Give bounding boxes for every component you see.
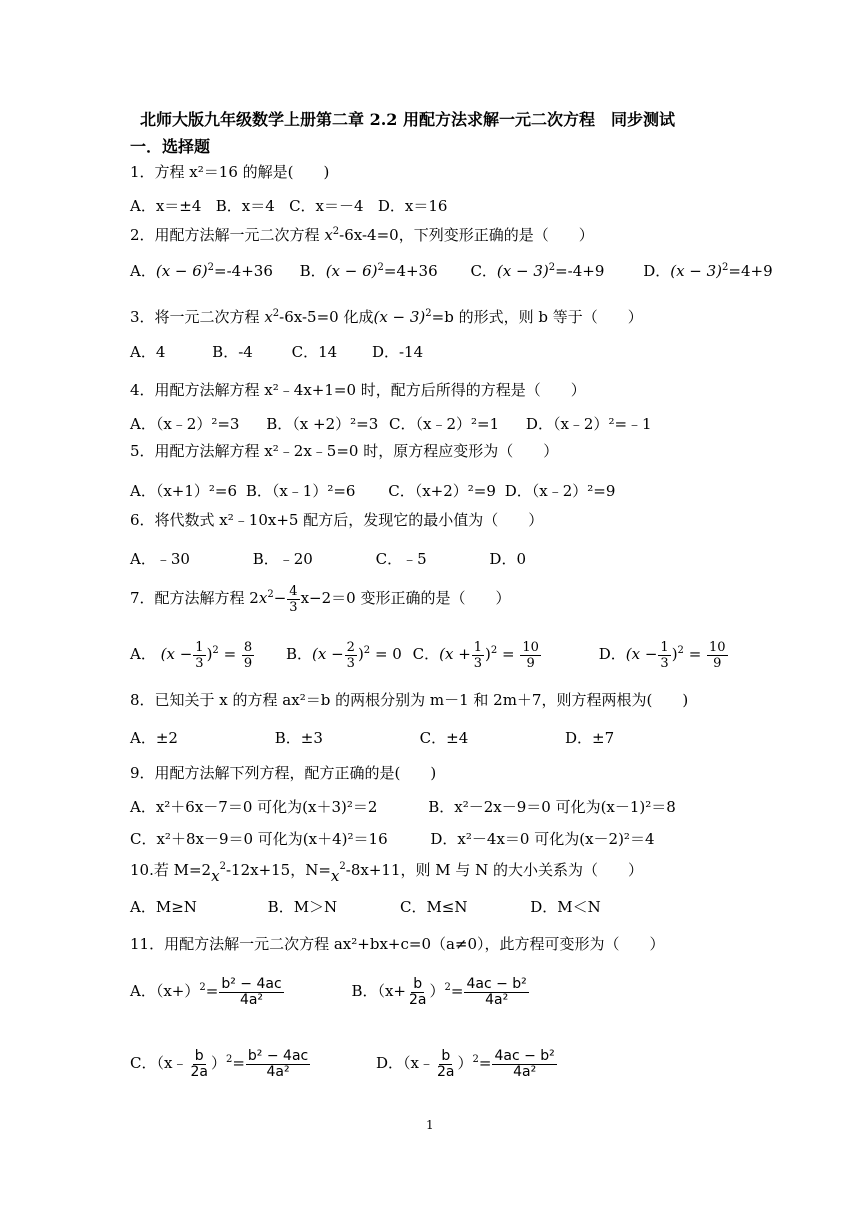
q2-variable: x — [324, 226, 333, 244]
question-4-stem: 4．用配方法解方程 x²﹣4x+1=0 时，配方后所得的方程是（ ） — [130, 381, 586, 399]
question-1-stem: 1．方程 x²＝16 的解是( ) — [130, 163, 330, 181]
q9-option-a: A．x²＋6x－7＝0 可化为(x＋3)²＝2 — [130, 798, 378, 816]
q10-option-d: D．M＜N — [530, 898, 601, 916]
question-7-options — [130, 634, 729, 674]
q6-option-c: C．﹣5 — [375, 550, 427, 568]
q11-option-c: C．（x﹣ $\frac{b}{2a}$ ）$^2$= $\frac{\text{b² − 4ac}}{\text{4a²}}$ — [130, 1047, 309, 1080]
question-8-options — [130, 728, 614, 748]
q7-fraction: $\frac{4}{3}$ — [289, 583, 298, 615]
question-11-options-ab — [130, 968, 530, 1014]
q2-stem-text-2: -6x-4=0，下列变形正确的是（ ） — [339, 226, 594, 244]
q5-option-a: A．（x+1）²=6 — [130, 482, 238, 500]
q7-option-a: A． (x − $\frac{1}{3}$ )$^2$ = $\frac{8}{9}$ — [130, 639, 253, 671]
q5-option-d: D．（x﹣2）²=9 — [504, 482, 616, 500]
question-5-options — [130, 481, 615, 501]
q9-option-d: D．x²－4x＝0 可化为(x－2)²＝4 — [430, 830, 655, 848]
question-2-options — [130, 261, 773, 281]
q4-option-a: A．（x﹣2）²=3 — [130, 415, 240, 433]
page-number: 1 — [426, 1118, 434, 1132]
q8-option-c: C．±4 — [419, 729, 469, 747]
q1-option-a: A．x＝±4 — [130, 197, 202, 215]
question-2-stem: 2．用配方法解一元二次方程 $x^2-6x-4=0$，下列变形正确的是（ ） — [130, 226, 594, 244]
q10-option-a: A．M≥N — [130, 898, 197, 916]
q8-option-a: A．±2 — [130, 729, 178, 747]
q7-option-c: C．(x + $\frac{1}{3}$ )$^2$ = $\frac{10}{9}$ — [412, 639, 539, 671]
q8-option-d: D．±7 — [565, 729, 615, 747]
question-5-stem: 5．用配方法解方程 x²﹣2x﹣5=0 时，原方程应变形为（ ） — [130, 442, 559, 460]
q2-stem-text: 2．用配方法解一元二次方程 — [130, 226, 325, 244]
q5-option-b: B．（x﹣1）²=6 — [245, 482, 356, 500]
question-6-options — [130, 549, 526, 569]
q7-option-d: D．(x − $\frac{1}{3}$ )$^2$ = $\frac{10}{9}$ — [598, 639, 726, 671]
q1-option-b: B．x＝4 — [215, 197, 275, 215]
question-3-stem: 3．将一元二次方程 $x^2-6x-5=0$ 化成$(x - 3)^2=b$ 的形式，则 b 等于（ ） — [130, 308, 643, 326]
question-7-stem: 7．配方法解方程 $2x^2-$ $\frac{4}{3}$ x−2＝0 变形正确的是（ ） — [130, 583, 511, 615]
question-9-options-ab — [130, 797, 676, 817]
question-9-options-cd — [130, 829, 654, 849]
q3-option-c: C．14 — [291, 343, 338, 361]
question-10-options — [130, 897, 601, 917]
page-title: 北师大版九年级数学上册第二章 2.2 用配方法求解一元二次方程 同步测试 — [140, 110, 675, 129]
q8-option-b: B．±3 — [274, 729, 323, 747]
q2-option-d: D．$(x - 3)^2=4+9$ — [643, 262, 773, 280]
question-8-stem: 8．已知关于 x 的方程 ax²＝b 的两根分别为 m－1 和 2m＋7，则方程两根为( ) — [130, 691, 689, 709]
q10-option-c: C．M≤N — [399, 898, 468, 916]
q6-option-a: A．﹣30 — [130, 550, 190, 568]
question-6-stem: 6．将代数式 x²﹣10x+5 配方后，发现它的最小值为（ ） — [130, 511, 544, 529]
q3-option-d: D．-14 — [371, 343, 424, 361]
q1-option-d: D．x＝16 — [377, 197, 448, 215]
q4-option-d: D．（x﹣2）²=﹣1 — [525, 415, 652, 433]
q11-option-b: B．（x+ $\frac{b}{2a}$ ）$^2$= $\frac{\text{4ac − b²}}{\text{4a²}}$ — [351, 975, 527, 1008]
question-4-options — [130, 414, 652, 434]
question-9-stem: 9．用配方法解下列方程，配方正确的是( ) — [130, 764, 437, 782]
q2-option-c: C．$(x - 3)^2=-4+9$ — [470, 262, 605, 280]
q4-option-b: B．（x +2）²=3 — [266, 415, 379, 433]
q5-option-c: C．（x+2）²=9 — [388, 482, 496, 500]
q3-option-a: A．4 — [130, 343, 166, 361]
q11-option-d: D．（x﹣ $\frac{b}{2a}$ ）$^2$= $\frac{\text{4ac − b²}}{\text{4a²}}$ — [376, 1047, 555, 1080]
q4-option-c: C．（x﹣2）²=1 — [389, 415, 500, 433]
q3-option-b: B．-4 — [212, 343, 253, 361]
question-3-options — [130, 342, 423, 362]
q10-option-b: B．M＞N — [267, 898, 338, 916]
question-1-options — [130, 196, 447, 216]
q6-option-b: B．﹣20 — [252, 550, 313, 568]
q11-option-a: A．$(x+)^2=$ $\frac{\text{b² − 4ac}}{\text{4a²}}$ — [130, 975, 282, 1008]
q7-option-b: B．(x − $\frac{2}{3}$ )$^2$ = 0 — [285, 639, 402, 671]
q6-option-d: D．0 — [489, 550, 526, 568]
q9-option-c: C．x²＋8x－9＝0 可化为(x＋4)²＝16 — [130, 830, 388, 848]
question-11-stem: 11．用配方法解一元二次方程 ax²+bx+c=0（a≠0），此方程可变形为（ ） — [130, 935, 665, 953]
question-11-options-cd — [130, 1040, 558, 1086]
question-10-stem: 10.若 $M=2x^2-12x+15$，$N=x^2-8x+11$，则 M 与 N 的大小关系为（ ） — [130, 861, 644, 885]
q2-option-b: B．$(x - 6)^2=4+36$ — [299, 262, 438, 280]
q2-option-a: A．$(x - 6)^2=-4+36$ — [130, 262, 273, 280]
q1-option-c: C．x＝－4 — [289, 197, 364, 215]
q9-option-b: B．x²－2x－9＝0 可化为(x－1)²＝8 — [428, 798, 676, 816]
section-heading: 一．选择题 — [130, 137, 211, 156]
